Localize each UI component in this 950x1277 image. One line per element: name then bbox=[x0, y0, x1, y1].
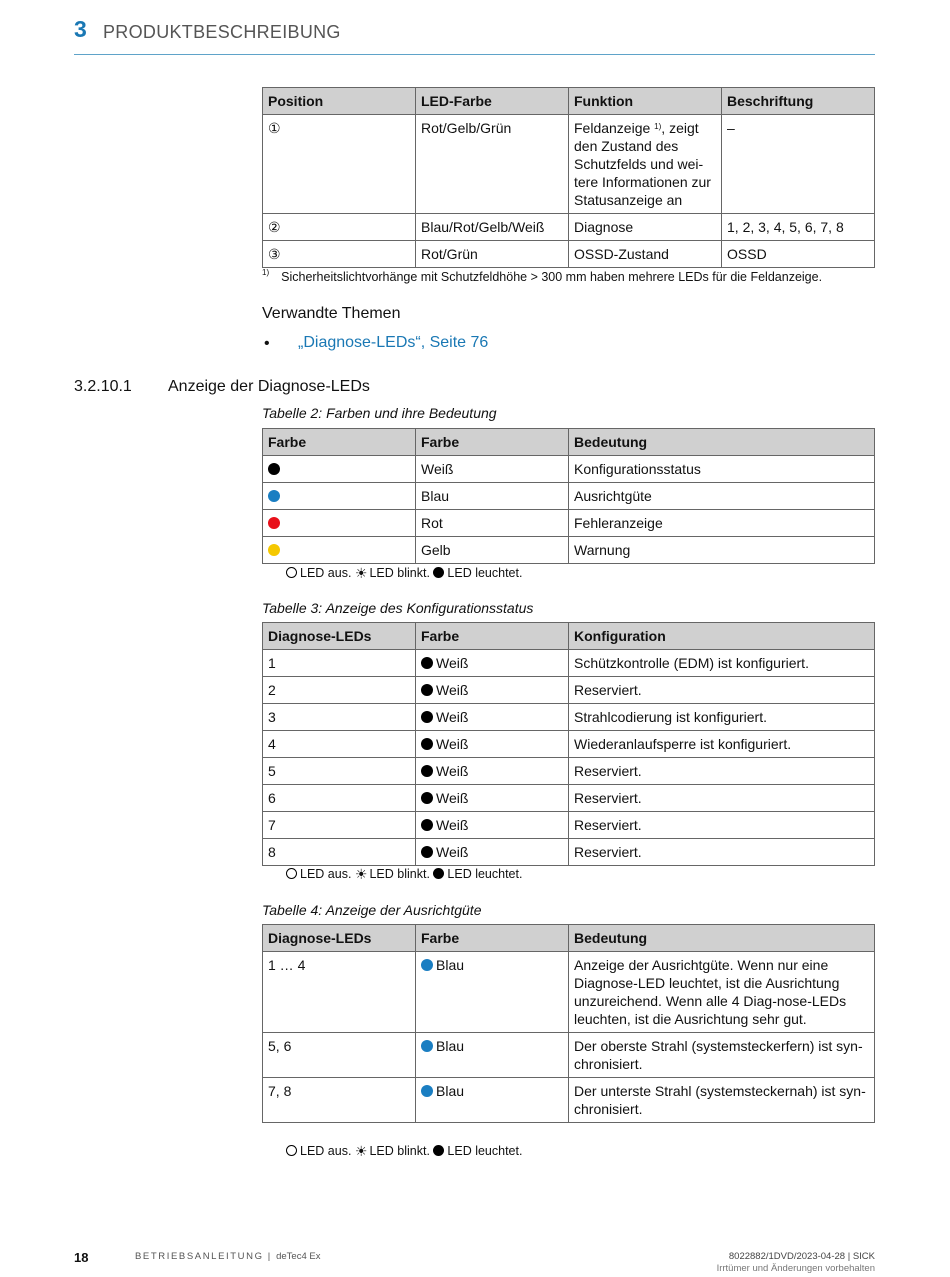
label-cell: 1, 2, 3, 4, 5, 6, 7, 8 bbox=[722, 214, 875, 241]
position-cell: ② bbox=[263, 214, 416, 241]
table-header-row bbox=[263, 429, 875, 456]
diagnose-led-cell: 2 bbox=[263, 677, 416, 704]
meaning-cell: Der unterste Strahl (systemsteckernah) ist syn-chronisiert. bbox=[569, 1078, 875, 1123]
white-led-dot-icon bbox=[421, 684, 433, 696]
footnote-text: Sicherheitslichtvorhänge mit Schutzfeldhöhe > 300 mm haben mehrere LEDs für die Feldanzeige. bbox=[281, 270, 823, 284]
column-header: Beschriftung bbox=[722, 88, 875, 115]
led-color-cell bbox=[416, 731, 569, 758]
white-led-dot-icon bbox=[268, 463, 280, 475]
configuration-cell: Reserviert. bbox=[569, 785, 875, 812]
footnote-ref: 1) bbox=[654, 122, 662, 131]
color-name: Weiß bbox=[436, 790, 469, 806]
chapter-title: PRODUKTBESCHREIBUNG bbox=[103, 22, 341, 42]
column-header: Farbe bbox=[263, 429, 416, 456]
meaning-cell: Der oberste Strahl (systemsteckerfern) ist syn-chronisiert. bbox=[569, 1033, 875, 1078]
led-color-cell: Rot/Grün bbox=[416, 241, 569, 268]
meaning-cell: Anzeige der Ausrichtgüte. Wenn nur eine Diagnose-LED leuchtet, ist die Ausrichtung unzureichend. Wenn alle 4 Diag-nose-LEDs leuchten, ist die Ausrichtung sehr gut. bbox=[569, 952, 875, 1033]
diagnose-led-cell: 7 bbox=[263, 812, 416, 839]
white-led-dot-icon bbox=[421, 792, 433, 804]
color-swatch-cell bbox=[263, 456, 416, 483]
table-row bbox=[263, 483, 875, 510]
function-cell: OSSD-Zustand bbox=[569, 241, 722, 268]
color-name: Weiß bbox=[436, 736, 469, 752]
table-row bbox=[263, 510, 875, 537]
document-type bbox=[135, 1251, 320, 1262]
color-name-cell: Gelb bbox=[416, 537, 569, 564]
led-color-cell bbox=[416, 785, 569, 812]
white-led-dot-icon bbox=[421, 846, 433, 858]
color-name: Weiß bbox=[436, 682, 469, 698]
configuration-cell: Reserviert. bbox=[569, 677, 875, 704]
white-led-dot-icon bbox=[421, 657, 433, 669]
table-row bbox=[263, 952, 875, 1033]
configuration-cell: Schützkontrolle (EDM) ist konfiguriert. bbox=[569, 650, 875, 677]
led-color-cell bbox=[416, 758, 569, 785]
led-blink-icon: ☀ bbox=[354, 1143, 368, 1159]
label-cell: OSSD bbox=[722, 241, 875, 268]
legend-off-text: LED aus. bbox=[300, 867, 352, 881]
legend-blink-text: LED blinkt. bbox=[369, 867, 430, 881]
configuration-cell: Reserviert. bbox=[569, 839, 875, 866]
color-swatch-cell bbox=[263, 510, 416, 537]
color-name: Blau bbox=[436, 957, 465, 973]
column-header: Farbe bbox=[416, 429, 569, 456]
table-row bbox=[263, 1078, 875, 1123]
led-off-icon bbox=[286, 567, 297, 578]
function-text: , zeigt den Zustand des Schutzfelds und wei-tere Informationen zur Statusanzeige an bbox=[574, 120, 711, 208]
table-row bbox=[263, 115, 875, 214]
table-caption: Tabelle 3: Anzeige des Konfigurationsstatus bbox=[262, 600, 534, 616]
legend-blink-text: LED blinkt. bbox=[369, 1144, 430, 1158]
color-name: Weiß bbox=[436, 763, 469, 779]
led-color-cell bbox=[416, 1078, 569, 1123]
led-color-cell bbox=[416, 1033, 569, 1078]
column-header: LED-Farbe bbox=[416, 88, 569, 115]
color-name-cell: Rot bbox=[416, 510, 569, 537]
color-name: Blau bbox=[436, 1038, 465, 1054]
led-color-cell: Rot/Gelb/Grün bbox=[416, 115, 569, 214]
table-row bbox=[263, 677, 875, 704]
led-color-cell bbox=[416, 650, 569, 677]
led-color-cell bbox=[416, 952, 569, 1033]
table-row bbox=[263, 1033, 875, 1078]
led-blink-icon: ☀ bbox=[354, 565, 368, 581]
led-legend bbox=[286, 1144, 522, 1158]
diagnose-led-cell: 5, 6 bbox=[263, 1033, 416, 1078]
blue-led-dot-icon bbox=[268, 490, 280, 502]
page-header bbox=[74, 14, 875, 55]
related-topics-title: Verwandte Themen bbox=[262, 305, 401, 322]
column-header: Bedeutung bbox=[569, 429, 875, 456]
table-row bbox=[263, 704, 875, 731]
meaning-cell: Ausrichtgüte bbox=[569, 483, 875, 510]
separator: | bbox=[263, 1251, 277, 1262]
table-caption: Tabelle 2: Farben und ihre Bedeutung bbox=[262, 405, 497, 421]
yellow-led-dot-icon bbox=[268, 544, 280, 556]
chapter-number: 3 bbox=[74, 16, 87, 42]
color-name-cell: Weiß bbox=[416, 456, 569, 483]
diagnose-led-cell: 5 bbox=[263, 758, 416, 785]
diagnose-led-cell: 3 bbox=[263, 704, 416, 731]
color-name: Weiß bbox=[436, 844, 469, 860]
blue-led-dot-icon bbox=[421, 1085, 433, 1097]
alignment-quality-table bbox=[262, 924, 875, 1123]
table-row bbox=[263, 456, 875, 483]
led-position-table bbox=[262, 87, 875, 268]
meaning-cell: Konfigurationsstatus bbox=[569, 456, 875, 483]
table-row bbox=[263, 812, 875, 839]
white-led-dot-icon bbox=[421, 819, 433, 831]
configuration-status-table bbox=[262, 622, 875, 866]
led-color-cell bbox=[416, 704, 569, 731]
diagnose-led-cell: 1 bbox=[263, 650, 416, 677]
diagnose-led-cell: 7, 8 bbox=[263, 1078, 416, 1123]
column-header: Diagnose-LEDs bbox=[263, 623, 416, 650]
disclaimer: Irrtümer und Änderungen vorbehalten bbox=[716, 1263, 875, 1274]
function-cell bbox=[569, 115, 722, 214]
color-name: Weiß bbox=[436, 817, 469, 833]
function-text: Feldanzeige bbox=[574, 120, 655, 136]
position-cell: ③ bbox=[263, 241, 416, 268]
legend-on-text: LED leuchtet. bbox=[447, 1144, 523, 1158]
legend-off-text: LED aus. bbox=[300, 1144, 352, 1158]
section-number: 3.2.10.1 bbox=[74, 378, 132, 395]
meaning-cell: Warnung bbox=[569, 537, 875, 564]
white-led-dot-icon bbox=[421, 765, 433, 777]
color-name: Weiß bbox=[436, 709, 469, 725]
page-number: 18 bbox=[74, 1250, 89, 1265]
column-header: Funktion bbox=[569, 88, 722, 115]
table-row bbox=[263, 785, 875, 812]
blue-led-dot-icon bbox=[421, 1040, 433, 1052]
doc-type-text: BETRIEBSANLEITUNG bbox=[135, 1251, 264, 1262]
configuration-cell: Wiederanlaufsperre ist konfiguriert. bbox=[569, 731, 875, 758]
table-caption: Tabelle 4: Anzeige der Ausrichtgüte bbox=[262, 902, 482, 918]
related-topic-link[interactable]: „Diagnose-LEDs“, Seite 76 bbox=[298, 334, 489, 351]
led-legend bbox=[286, 867, 522, 881]
footnote-marker: 1) bbox=[262, 268, 270, 277]
colors-table bbox=[262, 428, 875, 564]
blue-led-dot-icon bbox=[421, 959, 433, 971]
configuration-cell: Strahlcodierung ist konfiguriert. bbox=[569, 704, 875, 731]
column-header: Farbe bbox=[416, 623, 569, 650]
color-name-cell: Blau bbox=[416, 483, 569, 510]
color-swatch-cell bbox=[263, 537, 416, 564]
table-row bbox=[263, 731, 875, 758]
table-header-row bbox=[263, 925, 875, 952]
diagnose-led-cell: 1 … 4 bbox=[263, 952, 416, 1033]
legend-off-text: LED aus. bbox=[300, 566, 352, 580]
diagnose-led-cell: 4 bbox=[263, 731, 416, 758]
meaning-cell: Fehleranzeige bbox=[569, 510, 875, 537]
table-row bbox=[263, 758, 875, 785]
legend-on-text: LED leuchtet. bbox=[447, 566, 523, 580]
table-row bbox=[263, 214, 875, 241]
diagnose-led-cell: 6 bbox=[263, 785, 416, 812]
table-header-row bbox=[263, 88, 875, 115]
function-cell: Diagnose bbox=[569, 214, 722, 241]
diagnose-led-cell: 8 bbox=[263, 839, 416, 866]
white-led-dot-icon bbox=[421, 711, 433, 723]
led-color-cell bbox=[416, 839, 569, 866]
legend-blink-text: LED blinkt. bbox=[369, 566, 430, 580]
color-swatch-cell bbox=[263, 483, 416, 510]
table-header-row bbox=[263, 623, 875, 650]
product-name: deTec4 Ex bbox=[276, 1251, 321, 1262]
led-color-cell: Blau/Rot/Gelb/Weiß bbox=[416, 214, 569, 241]
configuration-cell: Reserviert. bbox=[569, 812, 875, 839]
red-led-dot-icon bbox=[268, 517, 280, 529]
led-color-cell bbox=[416, 812, 569, 839]
table-row bbox=[263, 839, 875, 866]
footnote bbox=[262, 270, 822, 284]
white-led-dot-icon bbox=[421, 738, 433, 750]
document-id: 8022882/1DVD/2023-04-28 | SICK bbox=[728, 1251, 875, 1262]
color-name: Blau bbox=[436, 1083, 465, 1099]
led-off-icon bbox=[286, 1145, 297, 1156]
table-row bbox=[263, 241, 875, 268]
led-blink-icon: ☀ bbox=[354, 866, 368, 882]
led-color-cell bbox=[416, 677, 569, 704]
led-off-icon bbox=[286, 868, 297, 879]
column-header: Bedeutung bbox=[569, 925, 875, 952]
column-header: Position bbox=[263, 88, 416, 115]
label-cell: – bbox=[722, 115, 875, 214]
column-header: Diagnose-LEDs bbox=[263, 925, 416, 952]
table-row bbox=[263, 650, 875, 677]
bullet-marker: • bbox=[264, 335, 270, 352]
column-header: Konfiguration bbox=[569, 623, 875, 650]
color-name: Weiß bbox=[436, 655, 469, 671]
column-header: Farbe bbox=[416, 925, 569, 952]
position-cell: ① bbox=[263, 115, 416, 214]
section-title: Anzeige der Diagnose-LEDs bbox=[168, 378, 370, 395]
configuration-cell: Reserviert. bbox=[569, 758, 875, 785]
legend-on-text: LED leuchtet. bbox=[447, 867, 523, 881]
led-on-icon bbox=[433, 567, 444, 578]
table-row bbox=[263, 537, 875, 564]
led-on-icon bbox=[433, 868, 444, 879]
led-on-icon bbox=[433, 1145, 444, 1156]
led-legend bbox=[286, 566, 522, 580]
